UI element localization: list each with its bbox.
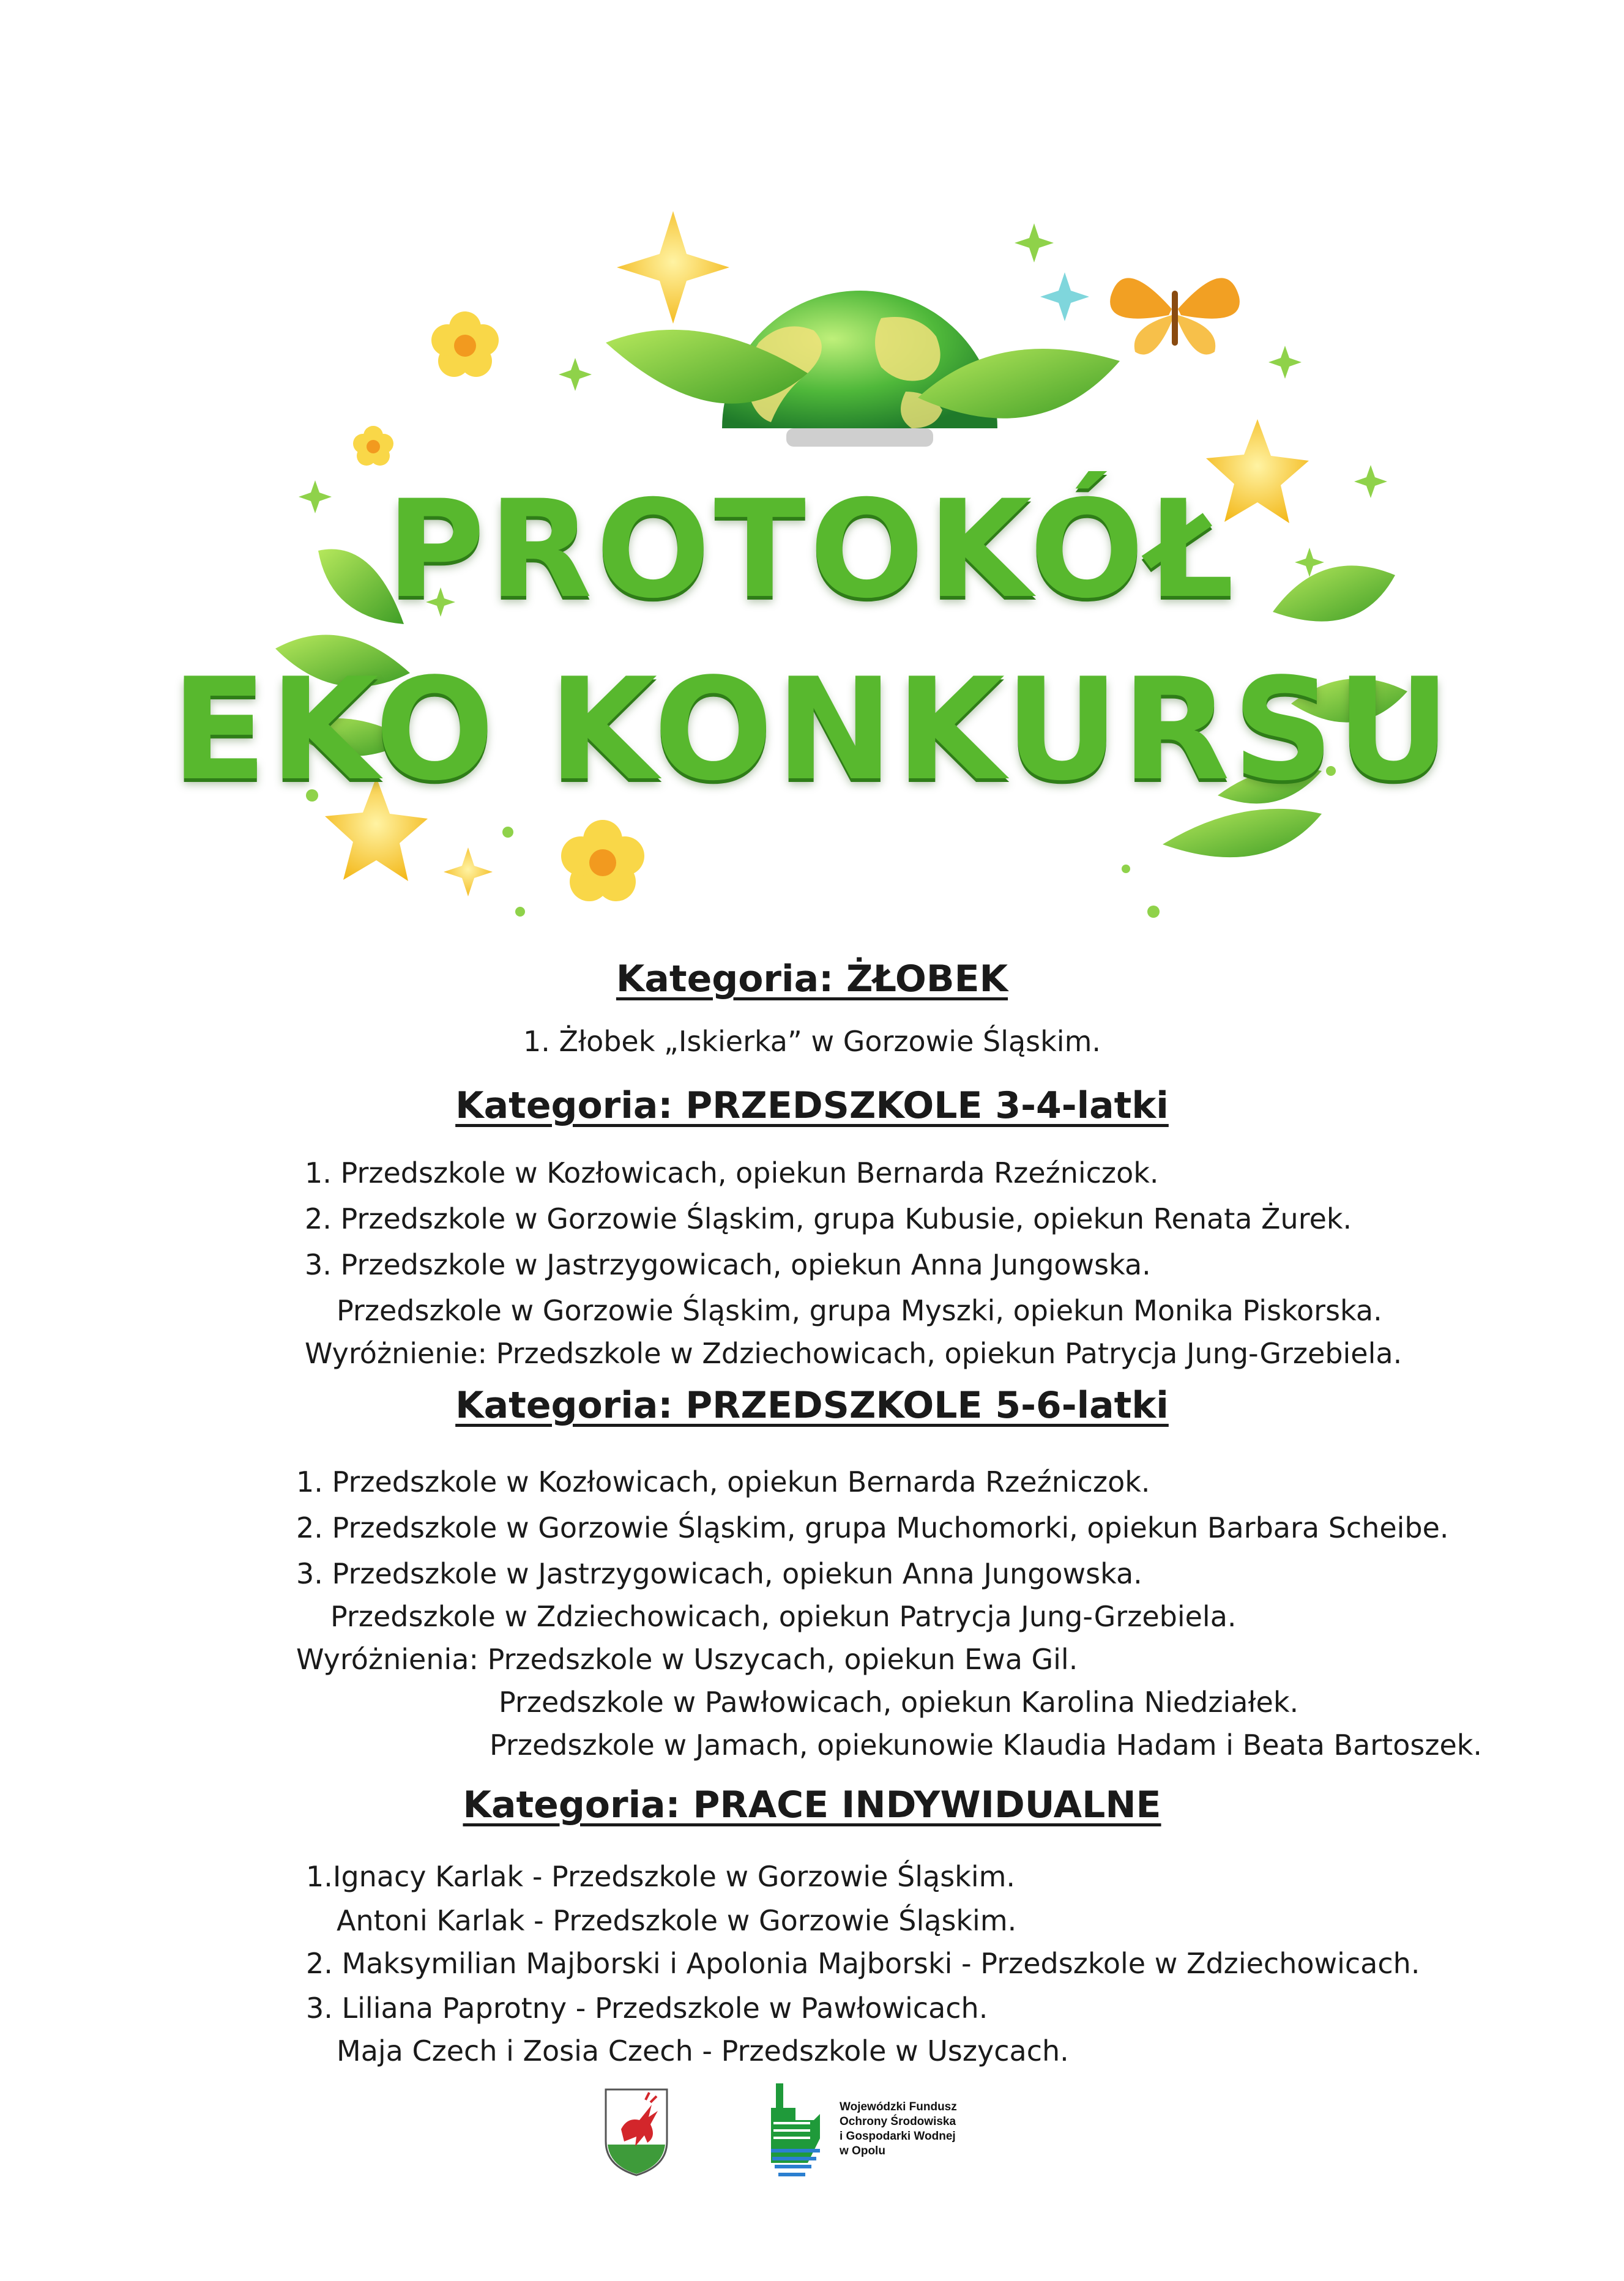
list-item: Przedszkole w Pawłowicach, opiekun Karolina Niedziałek. xyxy=(499,1686,1299,1719)
list-item: Antoni Karlak - Przedszkole w Gorzowie Śląskim. xyxy=(337,1904,1017,1937)
list-item: 2. Maksymilian Majborski i Apolonia Majborski - Przedszkole w Zdziechowicach. xyxy=(306,1947,1420,1980)
list-item: 2. Przedszkole w Gorzowie Śląskim, grupa Muchomorki, opiekun Barbara Scheibe. xyxy=(296,1511,1449,1544)
list-item: Przedszkole w Gorzowie Śląskim, grupa Myszki, opiekun Monika Piskorska. xyxy=(337,1294,1382,1327)
list-item: Wyróżnienie: Przedszkole w Zdziechowicach, opiekun Patrycja Jung-Grzebiela. xyxy=(305,1337,1402,1370)
butterfly-icon xyxy=(1110,278,1240,354)
list-item: 1. Żłobek „Iskierka” w Gorzowie Śląskim. xyxy=(523,1025,1101,1058)
list-item: Maja Czech i Zosia Czech - Przedszkole w Uszycach. xyxy=(337,2034,1069,2067)
sparkle-icon xyxy=(1040,272,1089,321)
category-heading-prace-indywidualne: Kategoria: PRACE INDYWIDUALNE xyxy=(463,1784,1161,1826)
fund-name xyxy=(840,2100,999,2159)
title-line-2: EKO KONKURSU xyxy=(171,649,1453,812)
category-heading-zlobek: Kategoria: ŻŁOBEK xyxy=(616,958,1008,1000)
fund-name-line: Wojewódzki Fundusz xyxy=(840,2101,957,2113)
fund-name-line: i Gospodarki Wodnej xyxy=(840,2130,956,2143)
category-heading-przedszkole-3-4: Kategoria: PRZEDSZKOLE 3-4-latki xyxy=(455,1084,1169,1127)
deer-crest-icon xyxy=(603,2086,670,2178)
list-item: Wyróżnienia: Przedszkole w Uszycach, opiekun Ewa Gil. xyxy=(296,1643,1078,1676)
category-heading-przedszkole-5-6: Kategoria: PRZEDSZKOLE 5-6-latki xyxy=(455,1384,1169,1427)
list-item: Przedszkole w Zdziechowicach, opiekun Patrycja Jung-Grzebiela. xyxy=(330,1600,1237,1633)
list-item: 1. Przedszkole w Kozłowicach, opiekun Bernarda Rzeźniczok. xyxy=(305,1156,1159,1189)
list-item: 1.Ignacy Karlak - Przedszkole w Gorzowie Śląskim. xyxy=(306,1860,1016,1893)
list-item: 3. Przedszkole w Jastrzygowicach, opiekun Anna Jungowska. xyxy=(296,1557,1142,1590)
list-item: Przedszkole w Jamach, opiekunowie Klaudia Hadam i Beata Bartoszek. xyxy=(490,1728,1483,1762)
list-item: 2. Przedszkole w Gorzowie Śląskim, grupa Kubusie, opiekun Renata Żurek. xyxy=(305,1202,1352,1235)
list-item: 1. Przedszkole w Kozłowicach, opiekun Bernarda Rzeźniczok. xyxy=(296,1465,1150,1498)
list-item: 3. Przedszkole w Jastrzygowicach, opiekun Anna Jungowska. xyxy=(305,1248,1151,1281)
fund-name-line: Ochrony Środowiska xyxy=(840,2115,956,2128)
fund-name-line: w Opolu xyxy=(840,2145,885,2157)
title-line-1: PROTOKÓŁ xyxy=(386,471,1238,628)
list-item: 3. Liliana Paprotny - Przedszkole w Pawłowicach. xyxy=(306,1992,988,2025)
